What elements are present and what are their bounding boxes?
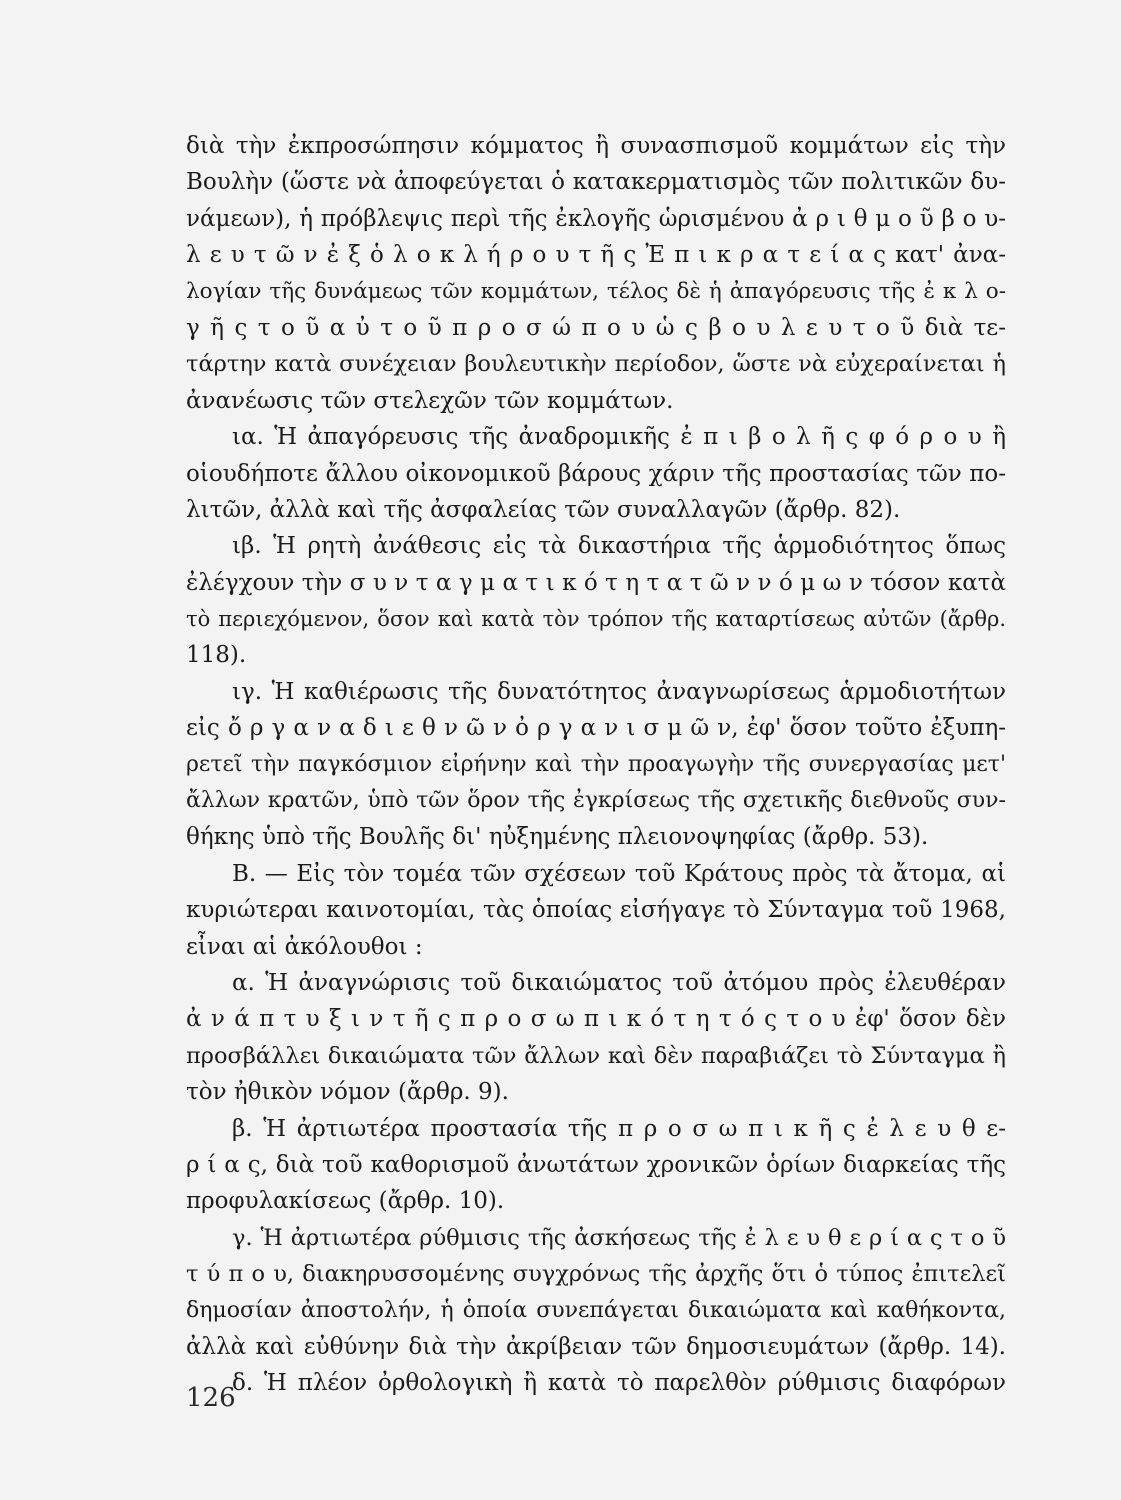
text-line: εἶναι αἱ ἀκόλουθοι : — [186, 933, 423, 960]
text-line: τὸ περιεχόμενον, ὅσον καὶ κατὰ τὸν τρόπον τῆς καταρτίσεως αὐτῶν (ἄρθρ. — [186, 607, 1006, 632]
text-line: ια. Ἡ ἀπαγόρευσις τῆς ἀναδρομικῆς ἐ π ι β ο λ ῆ ς φ ό ρ ο υ ἢ — [232, 424, 1006, 451]
text-line: θήκης ὑπὸ τῆς Βουλῆς δι' ηὐξημένης πλειονοψηφίας (ἄρθρ. 53). — [186, 824, 929, 851]
text-line: διὰ τὴν ἐκπροσώπησιν κόμματος ἢ συνασπισμοῦ κομμάτων εἰς τὴν — [186, 133, 1006, 159]
text-line: δ. Ἡ πλέον ὀρθολογικὴ ἢ κατὰ τὸ παρελθὸν ρύθμισις διαφόρων — [232, 1370, 1006, 1397]
text-line: Β. — Εἰς τὸν τομέα τῶν σχέσεων τοῦ Κράτους πρὸς τὰ ἄτομα, αἱ — [232, 860, 1006, 887]
text-line: τάρτην κατὰ συνέχειαν βουλευτικὴν περίοδον, ὥστε νὰ εὐχεραίνεται ἡ — [186, 351, 1006, 378]
text-line: ἐλέγχουν τὴν σ υ ν τ α γ μ α τ ι κ ό τ η τ α τ ῶ ν ν ό μ ω ν τόσον κατὰ — [186, 569, 1006, 596]
text-line: γ. Ἡ ἀρτιωτέρα ρύθμισις τῆς ἀσκήσεως τῆς ἐ λ ε υ θ ε ρ ί α ς τ ο ῦ — [232, 1224, 1006, 1251]
text-line: δημοσίαν ἀποστολήν, ἡ ὁποία συνεπάγεται δικαιώματα καὶ καθήκοντα, — [186, 1297, 1006, 1323]
text-line: ἀ ν ά π τ υ ξ ι ν τ ῆ ς π ρ ο σ ω π ι κ ό τ η τ ό ς τ ο υ ἐφ' ὅσον δὲν — [186, 1006, 1006, 1033]
text-line: λογίαν τῆς δυνάμεως τῶν κομμάτων, τέλος δὲ ἡ ἀπαγόρευσις τῆς ἐ κ λ ο- — [186, 278, 1006, 304]
page-body-text — [186, 128, 1006, 1402]
text-line: ἄλλων κρατῶν, ὑπὸ τῶν ὅρον τῆς ἐγκρίσεως τῆς σχετικῆς διεθνοῦς συν- — [186, 788, 1006, 814]
text-line: προφυλακίσεως (ἄρθρ. 10). — [186, 1188, 505, 1215]
text-line: προσβάλλει δικαιώματα τῶν ἄλλων καὶ δὲν παραβιάζει τὸ Σύνταγμα ἢ — [186, 1042, 1006, 1069]
text-line: τ ύ π ο υ, διακηρυσσομένης συγχρόνως τῆς ἀρχῆς ὅτι ὁ τύπος ἐπιτελεῖ — [186, 1261, 1006, 1288]
text-line: τὸν ἠθικὸν νόμον (ἄρθρ. 9). — [186, 1079, 509, 1106]
text-line: β. Ἡ ἀρτιωτέρα προστασία τῆς π ρ ο σ ω π ι κ ῆ ς ἐ λ ε υ θ ε- — [232, 1115, 1006, 1142]
text-line: γ ῆ ς τ ο ῦ α ὐ τ ο ῦ π ρ ο σ ώ π ο υ ὡ ς β ο υ λ ε υ τ ο ῦ διὰ τε- — [186, 314, 1006, 341]
text-line: λ ε υ τ ῶ ν ἐ ξ ὁ λ ο κ λ ή ρ ο υ τ ῆ ς Ἐ π ι κ ρ α τ ε ί α ς κατ' ἀνα- — [186, 242, 1006, 269]
text-line: ρετεῖ τὴν παγκόσμιον εἰρήνην καὶ τὴν προαγωγὴν τῆς συνεργασίας μετ' — [186, 751, 1006, 777]
text-line: ἀλλὰ καὶ εὐθύνην διὰ τὴν ἀκρίβειαν τῶν δημοσιευμάτων (ἄρθρ. 14). — [186, 1333, 1006, 1360]
text-line: οἱουδήποτε ἄλλου οἰκονομικοῦ βάρους χάριν τῆς προστασίας τῶν πο- — [186, 460, 1006, 487]
text-line: κυριώτεραι καινοτομίαι, τὰς ὁποίας εἰσήγαγε τὸ Σύνταγμα τοῦ 1968, — [186, 897, 1006, 924]
text-line: ιβ. Ἡ ρητὴ ἀνάθεσις εἰς τὰ δικαστήρια τῆς ἁρμοδιότητος ὅπως — [232, 533, 1006, 560]
text-line: εἰς ὄ ρ γ α ν α δ ι ε θ ν ῶ ν ὀ ρ γ α ν ι σ μ ῶ ν, ἐφ' ὅσον τοῦτο ἐξυπη- — [186, 715, 1006, 742]
text-line: 118). — [186, 642, 247, 669]
text-line: ἀνανέωσις τῶν στελεχῶν τῶν κομμάτων. — [186, 387, 674, 414]
text-line: ιγ. Ἡ καθιέρωσις τῆς δυνατότητος ἀναγνωρίσεως ἁρμοδιοτήτων — [232, 678, 1006, 705]
text-line: λιτῶν, ἀλλὰ καὶ τῆς ἀσφαλείας τῶν συναλλαγῶν (ἄρθρ. 82). — [186, 496, 901, 523]
text-line: Βουλὴν (ὥστε νὰ ἀποφεύγεται ὁ κατακερματισμὸς τῶν πολιτικῶν δυ- — [186, 169, 1006, 196]
page-number: 126 — [186, 1383, 236, 1413]
text-line: νάμεων), ἡ πρόβλεψις περὶ τῆς ἐκλογῆς ὡρισμένου ἀ ρ ι θ μ ο ῦ β ο υ- — [186, 205, 1006, 232]
text-line: ρ ί α ς, διὰ τοῦ καθορισμοῦ ἀνωτάτων χρονικῶν ὁρίων διαρκείας τῆς — [186, 1151, 1006, 1178]
text-line: α. Ἡ ἀναγνώρισις τοῦ δικαιώματος τοῦ ἀτόμου πρὸς ἐλευθέραν — [232, 969, 1006, 996]
